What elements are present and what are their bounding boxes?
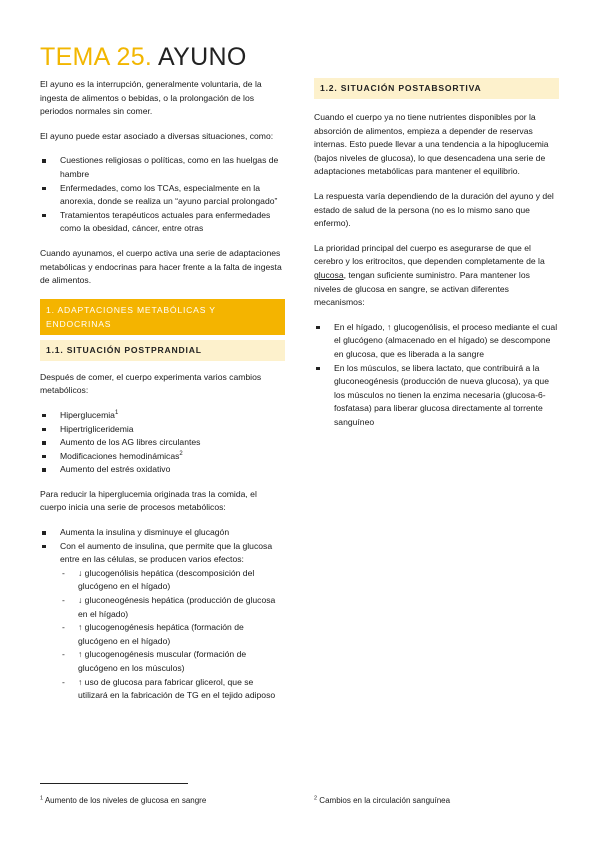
- list-item: - ↓ gluconeogénesis hepática (producción de glucosa en el hígado): [78, 594, 285, 621]
- subsection-header-1-1: 1.1. SITUACIÓN POSTPRANDIAL: [40, 340, 285, 361]
- effects-list: [60, 567, 285, 703]
- title-number: TEMA 25.: [40, 43, 153, 71]
- list-item: - ↑ uso de glucosa para fabricar glicerol, que se utilizará en la fabricación de TG en el tejido adiposo: [78, 676, 285, 703]
- changes-list: [40, 409, 285, 477]
- footnote-ref-2[interactable]: 2: [179, 450, 183, 457]
- list-item: En el hígado, ↑ glucogenólisis, el proceso mediante el cual el glucógeno (almacenado en el hígado) se descompone en glucosa, que es liberada a la sangre: [334, 321, 559, 362]
- reduce-intro: Para reducir la hiperglucemia originada tras la comida, el cuerpo inicia una serie de procesos metabólicos:: [40, 488, 257, 513]
- situations-intro: El ayuno puede estar asociado a diversas situaciones, como:: [40, 130, 274, 141]
- list-item: Hiperglucemia$^1$: [60, 409, 285, 423]
- list-item: - ↑ glucogenogénesis muscular (formación de glucógeno en los músculos): [78, 648, 285, 675]
- intro-paragraph: El ayuno es la interrupción, generalmente voluntaria, de la ingesta de alimentos o bebidas, o la prolongación de los periodos normales sin comer.: [40, 79, 262, 117]
- fasting-paragraph: Cuando ayunamos, el cuerpo activa una serie de adaptaciones metabólicas y endocrinas para hacer frente a la falta de ingesta de alimentos.: [40, 247, 282, 286]
- list-item: Hipertrigliceridemia: [60, 423, 285, 437]
- list-item: Aumenta la insulina y disminuye el glucagón: [60, 526, 285, 540]
- list-item: Cuestiones religiosas o políticas, como en las huelgas de hambre: [60, 154, 285, 181]
- footnote-2: $^2$ Cambios en la circulación sanguínea: [314, 795, 451, 805]
- list-item: Enfermedades, como los TCAs, especialmente en la anorexia, donde se realiza un “ayuno parcial prolongado”: [60, 182, 285, 209]
- title-word: AYUNO: [158, 43, 247, 71]
- list-item: - ↑ glucogenogénesis hepática (formación de glucógeno en el hígado): [78, 621, 285, 648]
- processes-list: [40, 526, 285, 703]
- postabsorptive-paragraph-3: La prioridad principal del cuerpo es asegurarse de que el cerebro y los eritrocitos, que dependen completamente de la glucosa, tengan suficiente suministro. Para mantener los niveles de glucosa en sangre, se activan diferentes mecanismos:: [314, 242, 545, 308]
- list-item: Tratamientos terapéuticos actuales para enfermedades como la obesidad, cáncer, entre otras: [60, 209, 285, 236]
- page-title: [40, 42, 247, 72]
- postabsorptive-paragraph-1: Cuando el cuerpo ya no tiene nutrientes disponibles por la absorción de alimentos, empieza a depender de reservas internas. Esto puede llevar a una tendencia a la hipoglucemia (bajos niveles de glucosa), lo que desencadena una serie de adaptaciones metabólicas para mantener el equilibrio.: [314, 112, 549, 177]
- list-item: Aumento del estrés oxidativo: [60, 463, 285, 477]
- list-item: Aumento de los AG libres circulantes: [60, 436, 285, 450]
- footnote-divider: [40, 783, 188, 784]
- subsection-header-1-2: 1.2. SITUACIÓN POSTABSORTIVA: [314, 78, 559, 99]
- list-item: En los músculos, se libera lactato, que contribuirá a la gluconeogénesis (producción de nueva glucosa), ya que los músculos no tienen la enzima necesaria (glucosa-6-fosfatasa) para liberar glucosa directamente al torrente sanguíneo: [334, 362, 559, 430]
- list-item: Con el aumento de insulina, que permite que la glucosa entre en las células, se producen varios efectos: - ↓ glucogenólisis hepática (descomposición del glucógeno en el hígado) - ↓ gluconeogénesis hepática (producción de glucosa en el hígado) - ↑ glucogenogénesis hepática (formación de glucógeno en el hígado) - ↑ glucogenogénesis muscular (formación de glucógeno en los músculos) - ↑ uso de glucosa para fabricar glicerol, que se utilizará en la fabricación de TG en el tejido adiposo: [60, 540, 285, 703]
- situations-list: [40, 154, 285, 236]
- list-item: Modificaciones hemodinámicas$^2$: [60, 450, 285, 464]
- section-header-1: 1. ADAPTACIONES METABÓLICAS Y ENDOCRINAS: [40, 299, 285, 335]
- right-column: [314, 78, 559, 440]
- list-item: - ↓ glucogenólisis hepática (descomposición del glucógeno en el hígado): [78, 567, 285, 594]
- left-column: [40, 78, 285, 714]
- postprandial-intro: Después de comer, el cuerpo experimenta varios cambios metabólicos:: [40, 371, 262, 396]
- footnote-ref-1[interactable]: 1: [114, 410, 119, 417]
- mechanisms-list: [314, 321, 559, 430]
- postabsorptive-paragraph-2: La respuesta varía dependiendo de la duración del ayuno y del estado de salud de la persona (no es lo mismo sano que enfermo).: [314, 190, 554, 229]
- footnote-1: $^1$ Aumento de los niveles de glucosa en sangre: [40, 795, 207, 805]
- underlined-term: glucosa: [314, 269, 344, 280]
